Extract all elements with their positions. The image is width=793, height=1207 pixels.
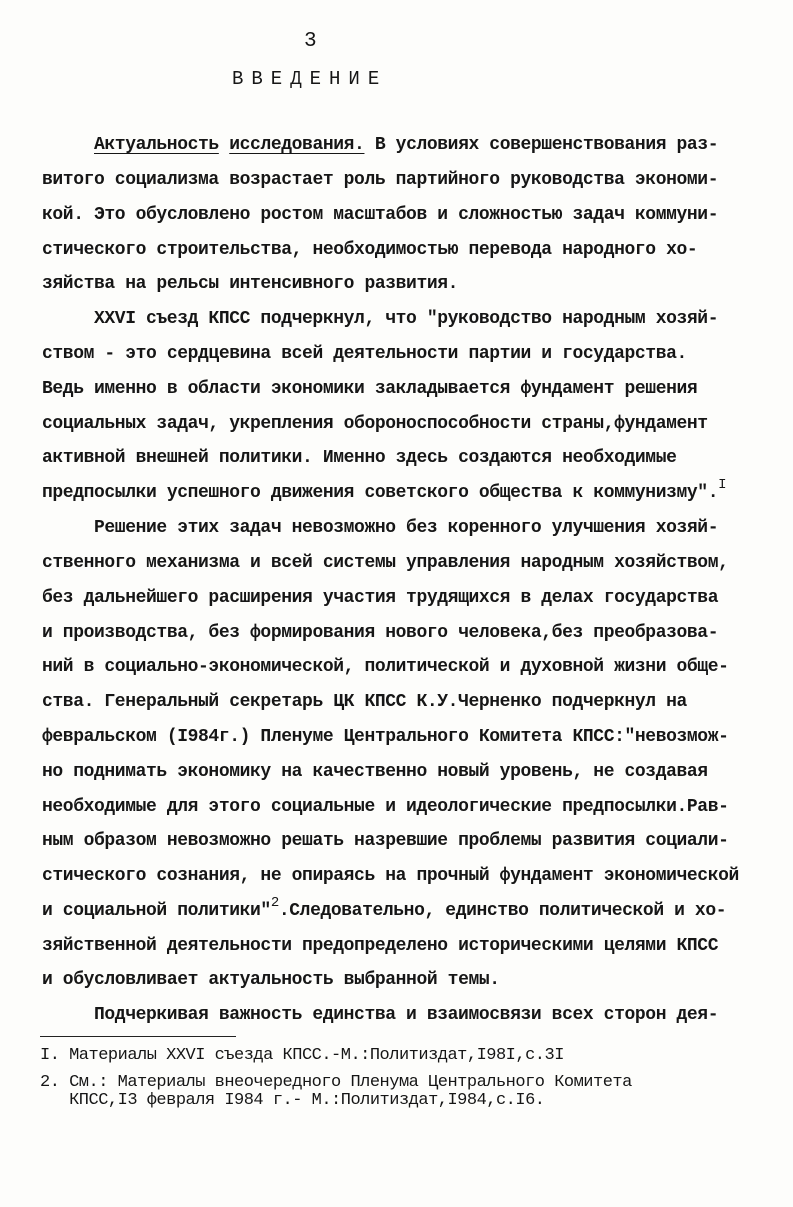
para1-line4: стического строительства, необходимостью перевода народного хо-	[42, 240, 698, 260]
para3-line2: ственного механизма и всей системы управления народным хозяйством,	[42, 553, 729, 573]
footnote-ref-2: 2	[270, 895, 279, 911]
para2-line3: Ведь именно в области экономики закладывается фундамент решения	[42, 379, 698, 399]
footnote-2-line2: КПСС,I3 февраля I984 г.- М.:Политиздат,I984,с.I6.	[40, 1091, 545, 1110]
para3-line13: зяйственной деятельности предопределено историческими целями КПСС	[42, 936, 719, 956]
lead-word-1: Актуальность	[94, 135, 219, 155]
para3-line8: но поднимать экономику на качественно новый уровень, не создавая	[42, 762, 708, 782]
lead-word-2: исследования.	[229, 135, 365, 155]
para3-line3: без дальнейшего расширения участия трудящихся в делах государства	[42, 588, 719, 608]
para2-line6	[42, 477, 727, 505]
para3-line14: и обусловливает актуальность выбранной темы.	[42, 970, 500, 990]
para3-line7: февральском (I984г.) Пленуме Центрального Комитета КПСС:"невозмож-	[42, 727, 729, 747]
footnote-2-line1: 2. См.: Материалы внеочередного Пленума Центрального Комитета	[40, 1073, 632, 1092]
para3-line9: необходимые для этого социальные и идеологические предпосылки.Рав-	[42, 797, 729, 817]
footnote-ref-1: I	[718, 477, 727, 493]
section-heading: ВВЕДЕНИЕ	[232, 68, 388, 90]
para3-line12-end: .Следовательно, единство политической и хо-	[278, 901, 727, 921]
para3-line11: стического сознания, не опираясь на прочный фундамент экономической	[42, 866, 739, 886]
para1-line1	[94, 133, 718, 157]
para1-line3: кой. Это обусловлено ростом масштабов и сложностью задач коммуни-	[42, 205, 719, 225]
para2-line6-text: предпосылки успешного движения советского общества к коммунизму".	[42, 483, 719, 503]
footnote-1: I. Материалы XXVI съезда КПСС.-М.:Политиздат,I98I,с.3I	[40, 1046, 564, 1065]
para3-line5: ний в социально-экономической, политической и духовной жизни обще-	[42, 657, 729, 677]
para1-line1-rest: В условиях совершенствования раз-	[364, 135, 719, 155]
para1-line5: зяйства на рельсы интенсивного развития.	[42, 274, 459, 294]
para3-line10: ным образом невозможно решать назревшие проблемы развития социали-	[42, 831, 729, 851]
page-number: 3	[304, 30, 317, 53]
para4-line1: Подчеркивая важность единства и взаимосвязи всех сторон дея-	[94, 1005, 719, 1025]
para3-line12-start: и социальной политики"	[42, 901, 271, 921]
para3-line6: ства. Генеральный секретарь ЦК КПСС К.У.Черненко подчеркнул на	[42, 692, 687, 712]
para3-line4: и производства, без формирования нового человека,без преобразова-	[42, 623, 719, 643]
para1-line2: витого социализма возрастает роль партийного руководства экономи-	[42, 170, 719, 190]
para2-line4: социальных задач, укрепления обороноспособности страны,фундамент	[42, 414, 708, 434]
para2-line5: активной внешней политики. Именно здесь создаются необходимые	[42, 448, 677, 468]
para3-line1: Решение этих задач невозможно без коренного улучшения хозяй-	[94, 518, 719, 538]
footnote-rule	[40, 1036, 236, 1037]
para2-line2: ством - это сердцевина всей деятельности партии и государства.	[42, 344, 687, 364]
para2-line1: XXVI съезд КПСС подчеркнул, что "руководство народным хозяй-	[94, 309, 719, 329]
para3-line12	[42, 895, 727, 923]
